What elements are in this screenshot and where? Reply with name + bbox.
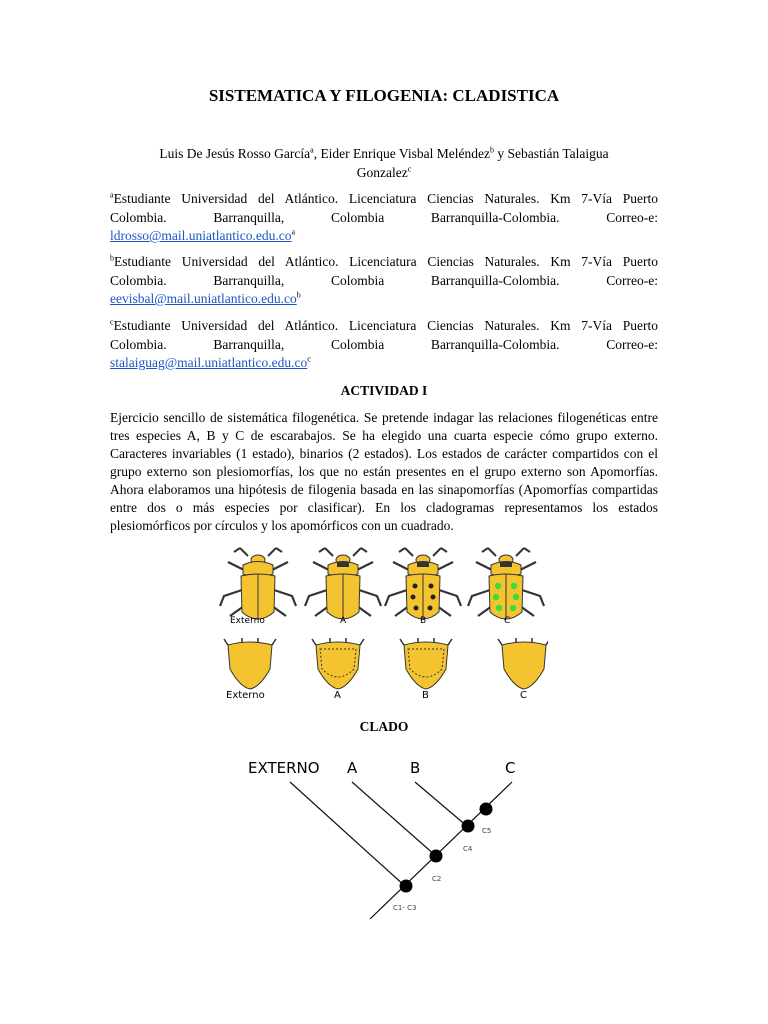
section-heading-actividad: ACTIVIDAD I [340,383,428,398]
paper-title: SISTEMATICA Y FILOGENIA: CLADISTICA [208,86,560,105]
shield-label: A [334,690,341,701]
node-c2 [430,850,443,863]
clade-trunk [370,782,512,919]
branch-b [415,782,468,827]
branch-a [352,782,436,856]
email-link[interactable]: stalaiguag@mail.uniatlantico.edu.co [110,355,308,370]
beetle-label: B [420,616,427,626]
beetle-c [468,548,544,620]
node-label: C5 [482,827,492,835]
affiliation-b: $^b$Estudiante Universidad del Atlántico. Licenciatura Ciencias Naturales. Km 7-Vía Puerto Colombia. Barranquilla, Colombia Barranquilla-Colombia. Correo-e: $eevisbal@mail.uniatlantico.edu.co^b$ [110,253,658,306]
beetle-label: C [504,616,511,626]
node-c5 [480,803,493,816]
beetle-label: A [340,616,347,626]
node-label: C4 [463,845,473,853]
author-2: , Eider Enrique Visbal Meléndez [313,146,490,161]
email-link[interactable]: ldrosso@mail.uniatlantico.edu.co [110,228,292,243]
taxon-c: C [505,759,516,777]
shield-c [498,638,548,689]
beetle-externo [220,548,296,620]
email-link[interactable]: eevisbal@mail.uniatlantico.edu.co [110,291,297,306]
taxon-externo: EXTERNO [248,759,320,777]
beetle-figure [218,540,548,708]
shield-label: B [422,690,429,701]
node-c4 [462,820,475,833]
author-list: Luis De Jesús Rosso García$^a$, Eider Enrique Visbal Meléndez$^b$ y Sebastián Talaigua Gonzalez$^c$ [159,145,609,180]
shield-label: C [520,690,527,701]
shield-externo [224,638,276,689]
affiliation-c: $^c$Estudiante Universidad del Atlántico. Licenciatura Ciencias Naturales. Km 7-Vía Puerto Colombia. Barranquilla, Colombia Barranquilla-Colombia. Correo-e: $stalaiguag@mail.uniatlantico.edu.co^c$ [110,317,658,370]
shield-a [312,638,364,689]
cladogram [240,752,540,924]
shield-label: Externo [226,690,265,701]
taxon-b: B [410,759,421,777]
beetle-a [305,548,381,620]
node-c1-c3 [400,880,413,893]
author-1: Luis De Jesús Rosso García [159,146,311,161]
shield-b [400,638,452,689]
node-label: C1- C3 [393,904,417,912]
author-3: y Sebastián Talaigua [493,146,609,161]
branch-externo [290,782,406,887]
node-label: C2 [432,875,442,883]
beetle-b [385,548,461,620]
taxon-a: A [347,759,358,777]
body-paragraph: Ejercicio sencillo de sistemática filogenética. Se pretende indagar las relaciones filogenéticas entre tres especies A, B y C de escarabajos. Se ha elegido una cuarta especie cómo grupo externo. Caracteres invariables (1 estado), binarios (2 estados). Los estados de carácter compartidos con el grupo externo son plesiomorfías, los que no están presentes en el grupo externo son Apomorfías. Ahora elaboramos una hipótesis de filogenia basada en las sinapomorfías (Apomorfías compartidas entre dos o más especies por clasificar). En los cladogramas representamos los estados plesiomórficos por círculos y los apomórficos con un cuadrado. [110,410,658,533]
section-heading-clado: CLADO [359,719,409,734]
beetle-label: Externo [230,616,265,626]
affiliation-a: $^a$Estudiante Universidad del Atlántico. Licenciatura Ciencias Naturales. Km 7-Vía Puerto Colombia. Barranquilla, Colombia Barranquilla-Colombia. Correo-e: $ldrosso@mail.uniatlantico.edu.co^a$ [110,190,658,243]
author-3-surname: Gonzalez [356,165,408,180]
